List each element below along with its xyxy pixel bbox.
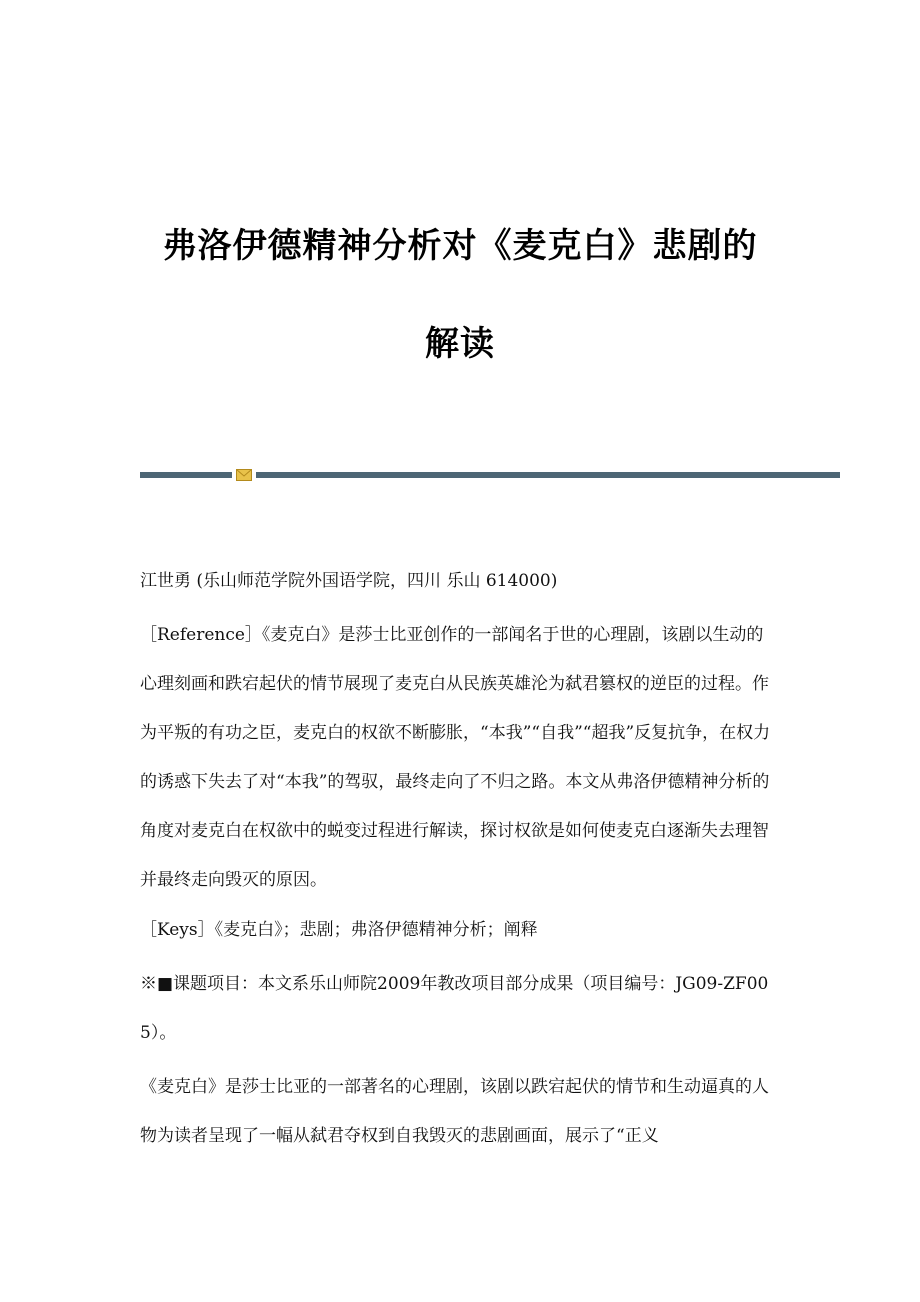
divider-bar-left bbox=[140, 472, 232, 478]
paper-title-line-1: 弗洛伊德精神分析对《麦克白》悲剧的 bbox=[162, 226, 758, 266]
paper-title-line-2: 解读 bbox=[425, 324, 495, 364]
title-divider bbox=[140, 469, 840, 481]
author-affiliation: 江世勇 (乐山师范学院外国语学院，四川 乐山 614000) bbox=[140, 571, 558, 591]
project-note: ※■课题项目：本文系乐山师院2009年教改项目部分成果（项目编号：JG09-ZF005）。 bbox=[140, 974, 769, 1043]
envelope-ornament-icon bbox=[236, 469, 252, 481]
keywords: ［Keys］《麦克白》；悲剧；弗洛伊德精神分析；阐释 bbox=[140, 920, 538, 940]
abstract: ［Reference］《麦克白》是莎士比亚创作的一部闻名于世的心理剧，该剧以生动的心理刻画和跌宕起伏的情节展现了麦克白从民族英雄沦为弑君篡权的逆臣的过程。作为平叛的有功之臣，麦克白的权欲不断膨胀，“本我”“自我”“超我”反复抗争，在权力的诱惑下失去了对“本我”的驾驭，最终走向了不归之路。本文从弗洛伊德精神分析的角度对麦克白在权欲中的蜕变过程进行解读，探讨权欲是如何使麦克白逐渐失去理智并最终走向毁灭的原因。 bbox=[140, 625, 771, 890]
divider-bar-right bbox=[256, 472, 840, 478]
body-paragraph: 《麦克白》是莎士比亚的一部著名的心理剧，该剧以跌宕起伏的情节和生动逼真的人物为读者呈现了一幅从弑君夺权到自我毁灭的悲剧画面，展示了“正义 bbox=[140, 1077, 769, 1146]
